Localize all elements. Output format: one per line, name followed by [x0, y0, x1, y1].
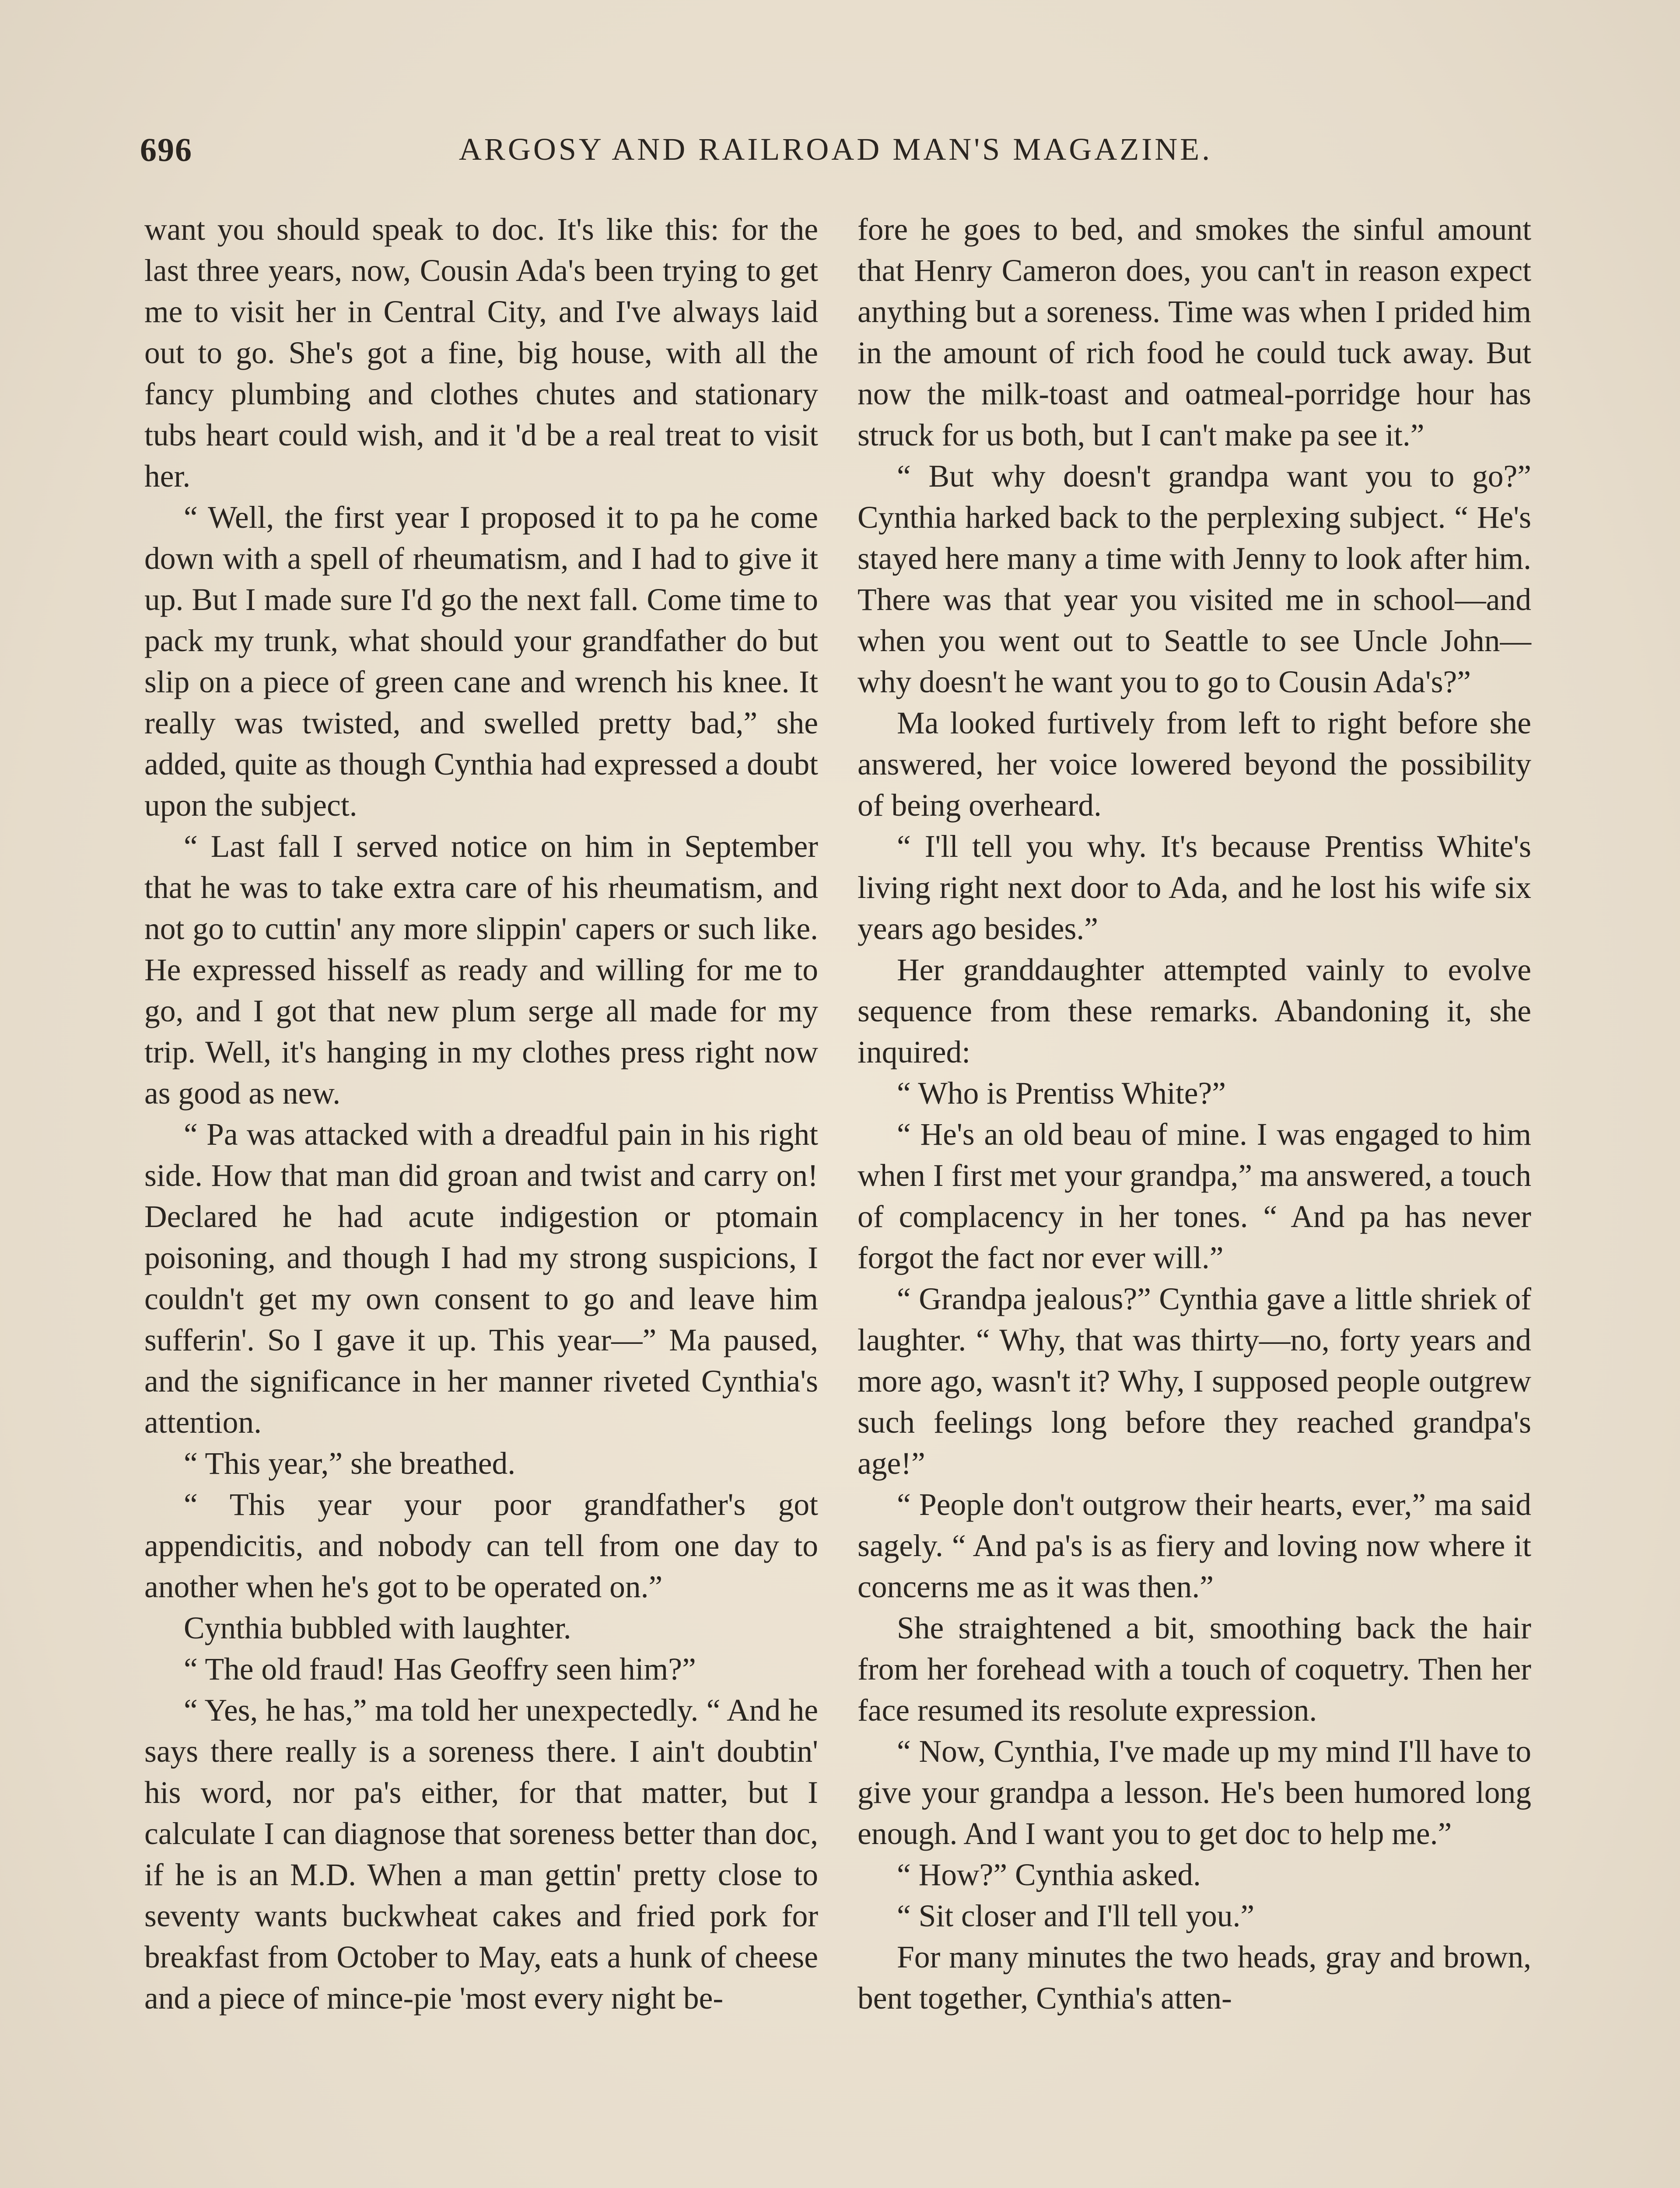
paragraph: “ The old fraud! Has Geoffry seen him?” — [184, 1652, 696, 1687]
paragraph: fore he goes to bed, and smokes the sinful amount that Henry Cameron does, you can't in reason expect anything but a soreness. Time was when I prided him in the amount of rich food he could tuck away. But now the milk-toast and oatmeal-porridge hour has struck for us both, but I can't make pa see it.” — [858, 212, 1531, 452]
paragraph: “ Well, the first year I proposed it to pa he come down with a spell of rheumatism, and I had to give it up. But I made sure I'd go the next fall. Come time to pack my trunk, what should your grandfather do but slip on a piece of green cane and wrench his knee. It really was twisted, and swelled pretty bad,” she added, quite as though Cynthia had expressed a doubt upon the subject. — [144, 500, 818, 823]
page-number: 696 — [140, 132, 192, 168]
paragraph: Ma looked furtively from left to right before she answered, her voice lowered beyond the possibility of being overheard. — [858, 706, 1531, 823]
paragraph: want you should speak to doc. It's like this: for the last three years, now, Cousin Ada's been trying to get me to visit her in Central City, and I've always laid out to go. She's got a fine, big house, with all the fancy plumbing and clothes chutes and stationary tubs heart could wish, and it 'd be a real treat to visit her. — [144, 212, 818, 494]
paragraph: “ Now, Cynthia, I've made up my mind I'll have to give your grandpa a lesson. He's been humored long enough. And I want you to get doc to help me.” — [858, 1734, 1531, 1851]
paragraph: “ This year your poor grandfather's got appendicitis, and nobody can tell from one day to another when he's got to be operated on.” — [144, 1487, 818, 1604]
paragraph: Cynthia bubbled with laughter. — [184, 1611, 571, 1645]
running-title: ARGOSY AND RAILROAD MAN'S MAGAZINE. — [458, 132, 1213, 167]
paragraph: She straightened a bit, smoothing back the hair from her forehead with a touch of coquetry. Then her face resumed its resolute expression. — [858, 1611, 1531, 1728]
paragraph: For many minutes the two heads, gray and brown, bent together, Cynthia's atten- — [858, 1940, 1531, 2016]
paragraph: “ People don't outgrow their hearts, ever,” ma said sagely. “ And pa's is as fiery and loving now where it concerns me as it was then.” — [858, 1487, 1531, 1604]
paragraph: “ Sit closer and I'll tell you.” — [897, 1899, 1255, 1933]
paragraph: “ He's an old beau of mine. I was engaged to him when I first met your grandpa,” ma answered, a touch of complacency in her tones. “ And pa has never forgot the fact nor ever will.” — [858, 1117, 1531, 1275]
paragraph: “ Who is Prentiss White?” — [897, 1076, 1226, 1111]
page-header — [140, 131, 1531, 184]
paragraph: “ Grandpa jealous?” Cynthia gave a little shriek of laughter. “ Why, that was thirty—no, forty years and more ago, wasn't it? Why, I supposed people outgrew such feelings long before they reached grandpa's age!” — [858, 1282, 1531, 1481]
paragraph: “ But why doesn't grandpa want you to go?” Cynthia harked back to the perplexing subject. “ He's stayed here many a time with Jenny to look after him. There was that year you visited me in school—and when you went out to Seattle to see Uncle John—why doesn't he want you to go to Cousin Ada's?” — [858, 459, 1531, 699]
paragraph: “ This year,” she breathed. — [184, 1446, 516, 1481]
paragraph: “ Last fall I served notice on him in September that he was to take extra care of his rheumatism, and not go to cuttin' any more slippin' capers or such like. He expressed hisself as ready and willing for me to go, and I got that new plum serge all made for my trip. Well, it's hanging in my clothes press right now as good as new. — [144, 829, 818, 1111]
left-column — [144, 209, 818, 2019]
paragraph: “ I'll tell you why. It's because Prentiss White's living right next door to Ada, and he lost his wife six years ago besides.” — [858, 829, 1531, 946]
paragraph: “ Yes, he has,” ma told her unexpectedly. “ And he says there really is a soreness there. I ain't doubtin' his word, nor pa's either, for that matter, but I calculate I can diagnose that soreness better than doc, if he is an M.D. When a man gettin' pretty close to seventy wants buckwheat cakes and fried pork for breakfast from October to May, eats a hunk of cheese and a piece of mince-pie 'most every night be- — [144, 1693, 818, 2016]
paragraph: “ Pa was attacked with a dreadful pain in his right side. How that man did groan and twist and carry on! Declared he had acute indigestion or ptomain poisoning, and though I had my strong suspicions, I couldn't get my own consent to go and leave him sufferin'. So I gave it up. This year—” Ma paused, and the significance in her manner riveted Cynthia's attention. — [144, 1117, 818, 1440]
right-column — [858, 209, 1531, 2019]
paragraph: “ How?” Cynthia asked. — [897, 1858, 1201, 1892]
paragraph: Her granddaughter attempted vainly to evolve sequence from these remarks. Abandoning it, she inquired: — [858, 953, 1531, 1069]
